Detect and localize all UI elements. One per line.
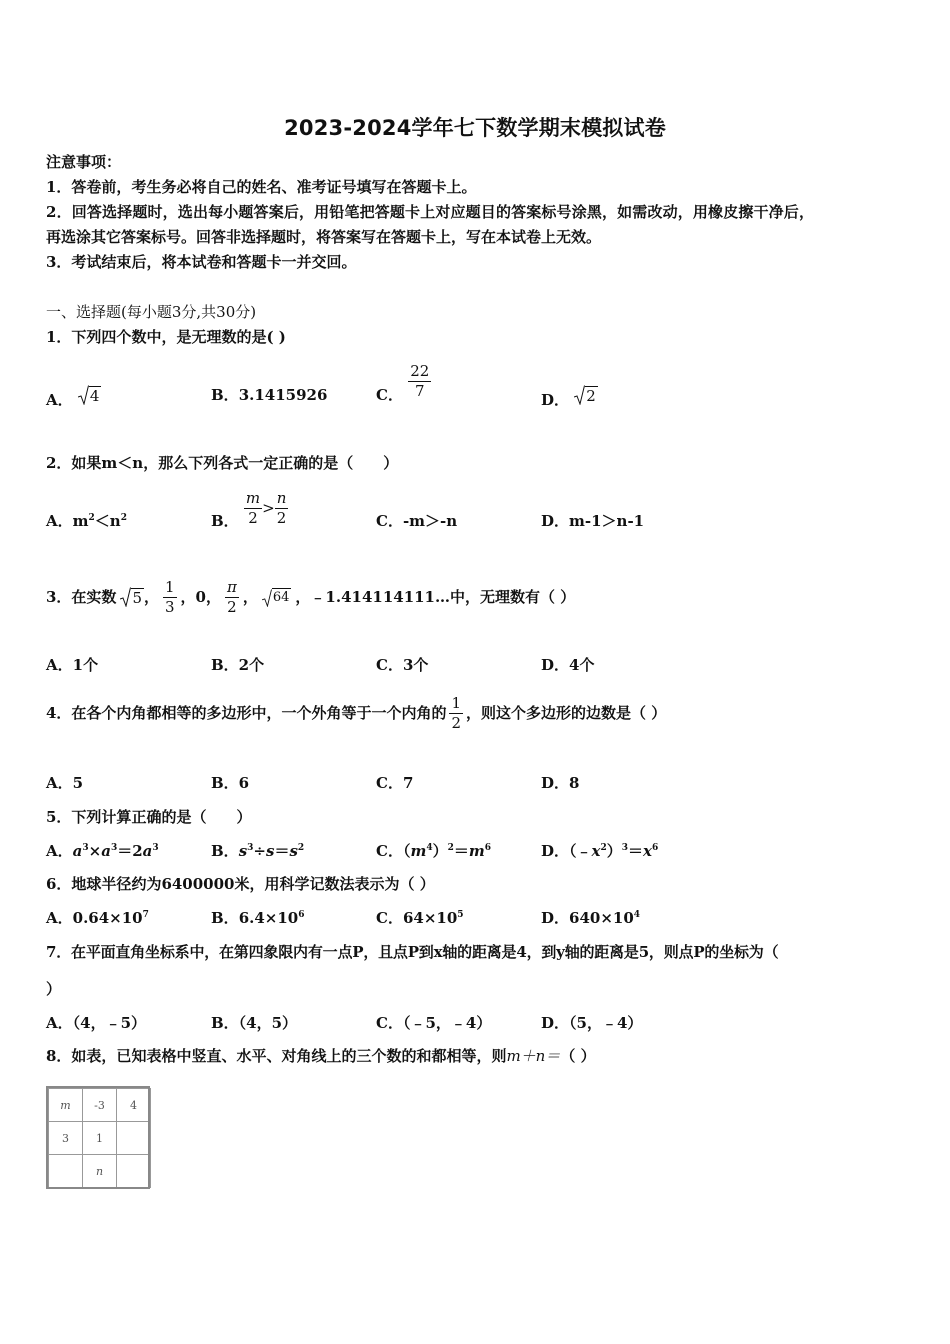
question-7-stem-b: ） xyxy=(46,980,62,998)
table-cell xyxy=(117,1122,151,1155)
q7-option-b: B．（4，5） xyxy=(211,1014,298,1032)
option-label: B． xyxy=(211,386,239,404)
q1-option-a xyxy=(46,385,101,410)
stem-text: （ ） xyxy=(560,1047,596,1065)
q3-option-d: D．4个 xyxy=(541,656,595,674)
q6-option-d xyxy=(541,908,640,928)
option-label: A． xyxy=(46,391,73,409)
fraction-one-half xyxy=(449,694,463,733)
q6-option-c xyxy=(376,908,464,928)
stem-text: ，0， xyxy=(180,588,221,606)
page-title: 2023-2024学年七下数学期末模拟试卷 xyxy=(284,116,666,140)
notes-heading: 注意事项： xyxy=(46,153,122,171)
section-heading: 一、选择题(每小题3分,共30分) xyxy=(46,303,257,321)
operator: > xyxy=(262,499,275,517)
option-value: m-1＞n-1 xyxy=(569,512,645,530)
numerator: 1 xyxy=(451,693,461,712)
numerator: 22 xyxy=(410,362,430,380)
exponent: 6 xyxy=(298,910,305,920)
radicand: 2 xyxy=(586,387,596,405)
sqrt-expression xyxy=(574,385,598,405)
option-expression: $(m^4)^2=m^6$ xyxy=(402,842,492,860)
q4-option-a: A．5 xyxy=(46,774,84,792)
q3-option-b: B．2个 xyxy=(211,656,265,674)
option-expression: $(﹣x^2)^3=x^6$ xyxy=(569,842,659,860)
q4-option-c: C．7 xyxy=(376,774,414,792)
radical-sign-icon xyxy=(574,385,585,405)
q5-option-c xyxy=(376,841,491,861)
option-label: D． xyxy=(541,842,570,860)
denominator: 2 xyxy=(276,509,287,527)
stem-text: ，则这个多边形的边数是（ ） xyxy=(466,704,667,722)
radical-sign-icon xyxy=(262,589,272,607)
notes-item-3: 3．考试结束后，将本试卷和答题卡一并交回。 xyxy=(46,253,357,271)
q3-option-c: C．3个 xyxy=(376,656,429,674)
question-7-stem-a: 7．在平面直角坐标系中，在第四象限内有一点P，且点P到x轴的距离是4，到y轴的距离是5，则点P的坐标为（ xyxy=(46,943,779,961)
radicand: 5 xyxy=(132,589,142,607)
sqrt-expression xyxy=(78,385,102,405)
term: m xyxy=(72,512,89,530)
q4-option-d: D．8 xyxy=(541,774,580,792)
table-cell xyxy=(49,1155,83,1188)
table-cell: 3 xyxy=(49,1122,83,1155)
option-value: 640×10 xyxy=(569,909,634,927)
q1-option-b xyxy=(211,385,327,405)
stem-text: ，﹣1.414114111…中，无理数有（ ） xyxy=(295,588,576,606)
term: ＜n xyxy=(94,512,121,530)
option-expression: $s^3\div s=s^2$ xyxy=(238,842,305,860)
option-value: -m＞-n xyxy=(402,512,458,530)
denominator: 2 xyxy=(248,509,258,527)
q5-option-d xyxy=(541,841,658,861)
q7-option-d: D．（5，﹣4） xyxy=(541,1014,643,1032)
q6-option-a xyxy=(46,908,149,928)
sqrt-expression xyxy=(262,588,292,607)
table-row xyxy=(49,1122,151,1155)
q5-option-b xyxy=(211,841,304,861)
q2-option-a xyxy=(46,511,127,531)
question-3-stem xyxy=(46,572,575,622)
q2-option-b xyxy=(211,489,288,531)
option-label: B． xyxy=(211,909,239,927)
notes-item-1: 1．答卷前，考生务必将自己的姓名、准考证号填写在答题卡上。 xyxy=(46,178,477,196)
option-label: C． xyxy=(376,842,403,860)
fraction-n-over-2 xyxy=(275,489,289,528)
exponent: 5 xyxy=(457,910,464,920)
table-cell: -3 xyxy=(83,1089,117,1122)
numerator: m xyxy=(245,489,261,507)
question-1-stem: 1．下列四个数中，是无理数的是( ) xyxy=(46,328,286,346)
table-row xyxy=(49,1155,151,1188)
q2-option-c xyxy=(376,511,457,531)
denominator: 7 xyxy=(414,382,425,400)
radical-sign-icon xyxy=(78,385,89,405)
radicand: 4 xyxy=(89,387,100,405)
option-label: A． xyxy=(46,512,73,530)
numerator: n xyxy=(276,489,287,507)
q1-option-d xyxy=(541,385,598,410)
option-label: A． xyxy=(46,909,73,927)
notes-item-2a: 2．回答选择题时，选出每小题答案后，用铅笔把答题卡上对应题目的答案标号涂黑，如需改动，用橡皮擦干净后， xyxy=(46,203,815,221)
q4-option-b: B．6 xyxy=(211,774,250,792)
option-value: 3.1415926 xyxy=(238,386,328,404)
stem-text: 3．在实数 xyxy=(46,588,117,606)
table-cell: m xyxy=(49,1089,83,1122)
q7-option-c: C．（﹣5，﹣4） xyxy=(376,1014,492,1032)
sqrt-expression xyxy=(120,587,144,607)
question-4-stem xyxy=(46,690,666,736)
denominator: 2 xyxy=(227,597,237,616)
q7-option-a: A．（4，﹣5） xyxy=(46,1014,147,1032)
table-cell: n xyxy=(83,1155,117,1188)
q1-option-c xyxy=(376,362,431,405)
option-label: A． xyxy=(46,842,73,860)
fraction-one-third xyxy=(163,578,177,617)
q2-option-d xyxy=(541,511,644,531)
notes-item-2b: 再选涂其它答案标号。回答非选择题时，将答案写在答题卡上，写在本试卷上无效。 xyxy=(46,228,602,246)
option-label: D． xyxy=(541,512,570,530)
separator: ， xyxy=(242,588,258,606)
numerator: 1 xyxy=(165,577,175,596)
numerator: π xyxy=(226,577,237,596)
option-expression: $a^3\times a^3=2a^3$ xyxy=(72,842,159,860)
option-value: 64×10 xyxy=(402,909,458,927)
magic-square-table xyxy=(48,1088,151,1188)
denominator: 2 xyxy=(451,713,461,732)
expression-m-plus-n: m＋n＝ xyxy=(506,1047,561,1065)
table-cell: 4 xyxy=(117,1089,151,1122)
exponent: 4 xyxy=(633,910,641,920)
stem-text: 4．在各个内角都相等的多边形中，一个外角等于一个内角的 xyxy=(46,704,447,722)
option-value: 6.4×10 xyxy=(238,909,299,927)
question-5-stem: 5．下列计算正确的是（ ） xyxy=(46,808,252,826)
stem-text: 8．如表，已知表格中竖直、水平、对角线上的三个数的和都相等，则 xyxy=(46,1047,507,1065)
option-value: 0.64×10 xyxy=(72,909,143,927)
q6-option-b xyxy=(211,908,305,928)
option-label: B． xyxy=(211,842,239,860)
fraction-m-over-2 xyxy=(244,489,262,528)
option-label: C． xyxy=(376,386,403,404)
option-label: D． xyxy=(541,391,570,409)
exponent: 2 xyxy=(120,513,127,523)
exponent: 7 xyxy=(142,910,149,920)
exponent: 2 xyxy=(88,513,95,523)
separator: ， xyxy=(143,588,159,606)
q3-option-a: A．1个 xyxy=(46,656,99,674)
question-6-stem: 6．地球半径约为6400000米，用科学记数法表示为（ ） xyxy=(46,875,435,893)
option-label: C． xyxy=(376,512,403,530)
option-label: B． xyxy=(211,512,239,530)
q5-option-a xyxy=(46,841,159,861)
table-cell: 1 xyxy=(83,1122,117,1155)
radicand: 64 xyxy=(272,589,290,605)
fraction xyxy=(408,362,431,401)
question-8-stem xyxy=(46,1046,596,1066)
table-row xyxy=(49,1089,151,1122)
radical-sign-icon xyxy=(120,587,131,607)
denominator: 3 xyxy=(165,597,175,616)
option-label: D． xyxy=(541,909,570,927)
option-label: C． xyxy=(376,909,403,927)
table-cell xyxy=(117,1155,151,1188)
fraction-pi-over-2 xyxy=(225,578,239,617)
question-2-stem: 2．如果m＜n，那么下列各式一定正确的是（ ） xyxy=(46,454,399,472)
